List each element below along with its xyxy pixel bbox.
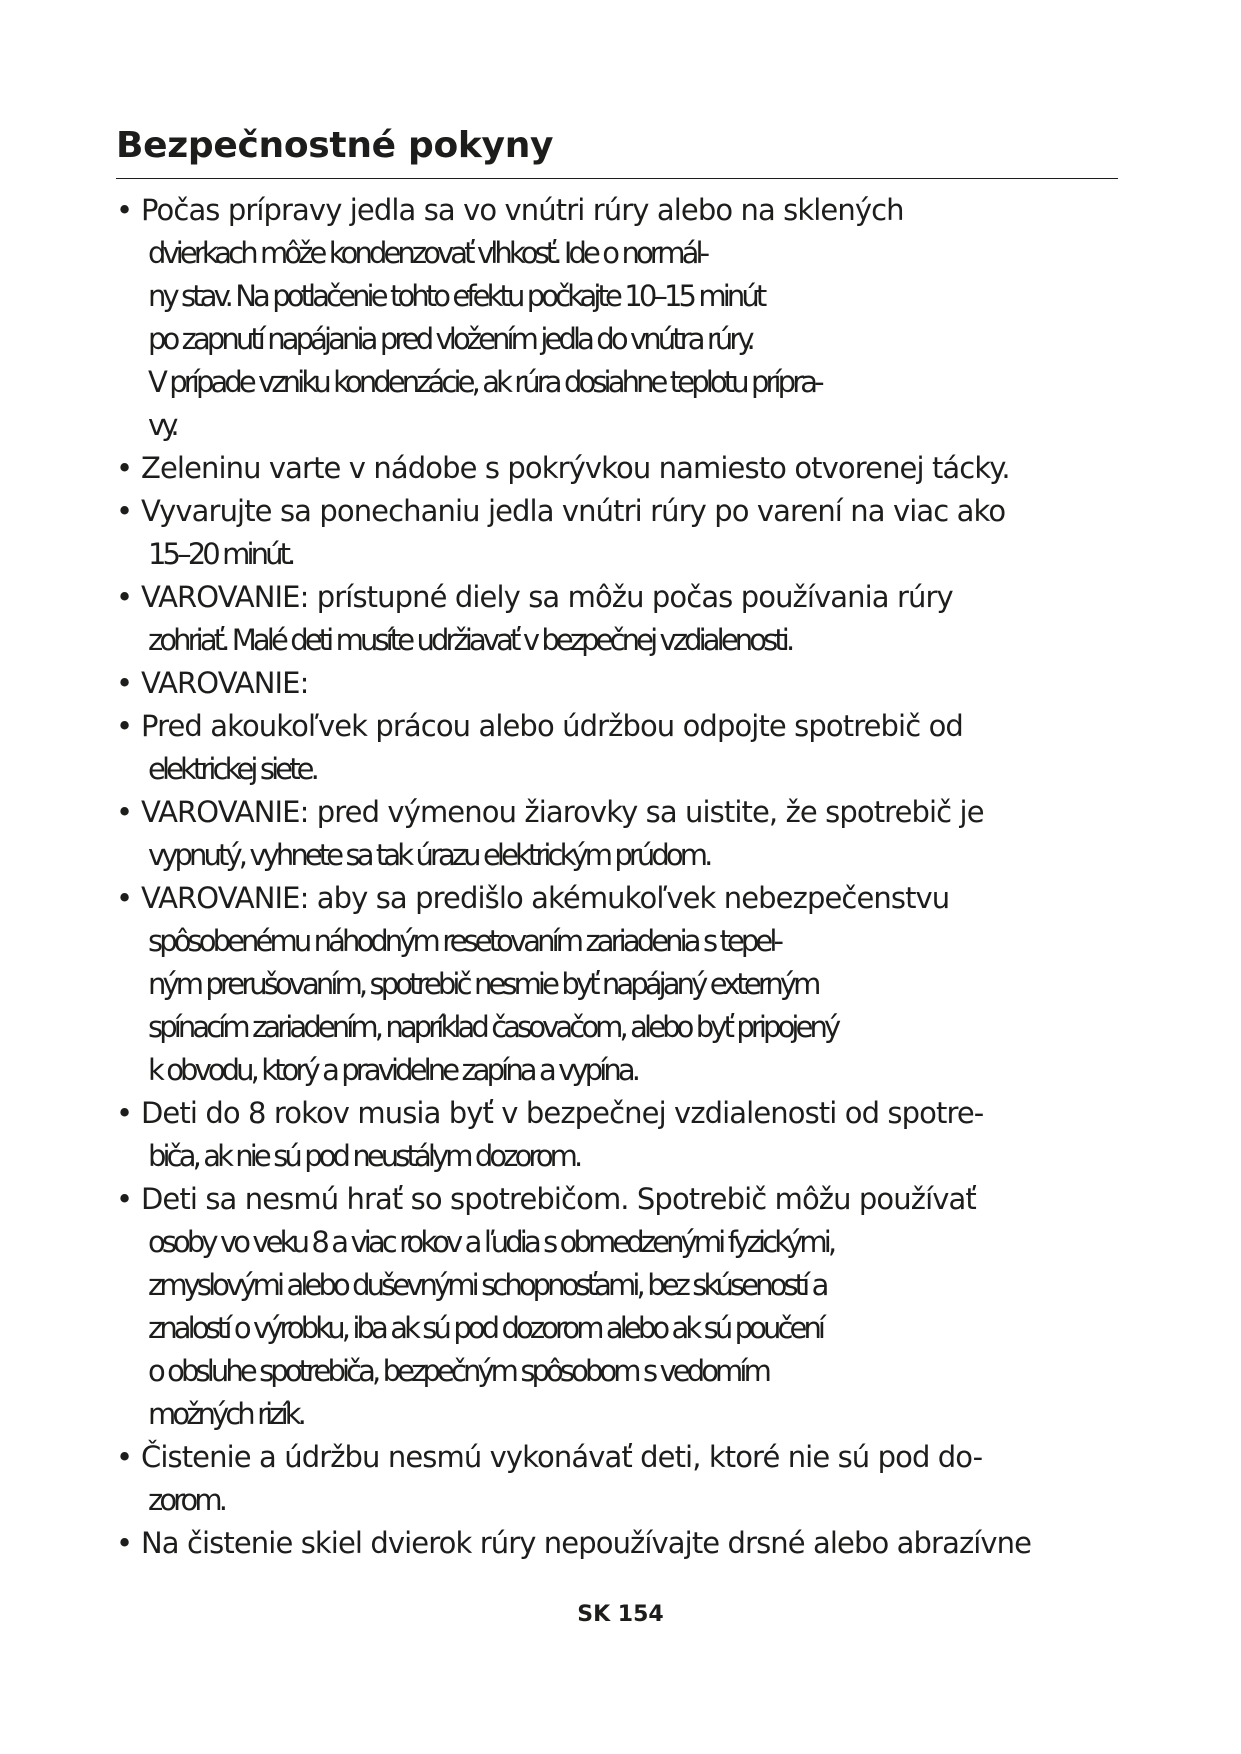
text-line: elektrickej siete. — [148, 752, 316, 786]
text-line: Čistenie a údržbu nesmú vykonávať deti, ktoré nie sú pod do- — [141, 1440, 983, 1474]
list-item-text — [141, 189, 1136, 447]
text-line: zmyslovými alebo duševnými schopnosťami, bez skúseností a — [148, 1268, 826, 1302]
text-line: vypnutý, vyhnete sa tak úrazu elektrickým prúdom. — [148, 838, 710, 872]
text-line: V prípade vzniku kondenzácie, ak rúra dosiahne teplotu prípra- — [148, 365, 821, 399]
text-line: Deti sa nesmú hrať so spotrebičom. Spotrebič môžu používať — [141, 1182, 976, 1216]
text-line: Vyvarujte sa ponechaniu jedla vnútri rúry po varení na viac ako — [141, 494, 1006, 528]
list-item-text — [141, 1092, 1136, 1178]
text-line: VAROVANIE: pred výmenou žiarovky sa uistite, že spotrebič je — [141, 795, 984, 829]
text-line: VAROVANIE: — [141, 666, 309, 700]
text-line: spínacím zariadením, napríklad časovačom, alebo byť pripojený — [148, 1010, 838, 1044]
text-line: biča, ak nie sú pod neustálym dozorom. — [148, 1139, 580, 1173]
list-item — [116, 1436, 1136, 1522]
list-item-text — [141, 490, 1136, 576]
list-item — [116, 447, 1136, 490]
text-line: po zapnutí napájania pred vložením jedla do vnútra rúry. — [148, 322, 752, 356]
list-item-text — [141, 791, 1136, 877]
bullet-icon: • — [116, 1096, 133, 1130]
bullet-icon: • — [116, 1440, 133, 1474]
list-item — [116, 189, 1136, 447]
text-line: možných rizík. — [148, 1397, 303, 1431]
bullet-icon: • — [116, 580, 133, 614]
list-item — [116, 705, 1136, 791]
bullet-icon: • — [116, 451, 133, 485]
list-item — [116, 662, 1136, 705]
text-line: spôsobenému náhodným resetovaním zariadenia s tepel- — [148, 924, 781, 958]
text-line: Zeleninu varte v nádobe s pokrývkou namiesto otvorenej tácky. — [141, 451, 1010, 485]
list-item-text — [141, 576, 1136, 662]
text-line: zohriať. Malé deti musíte udržiavať v bezpečnej vzdialenosti. — [148, 623, 792, 657]
safety-instructions-list — [116, 189, 1136, 1565]
list-item-text — [141, 705, 1136, 791]
page-number: SK 154 — [577, 1602, 664, 1627]
list-item — [116, 877, 1136, 1092]
text-line: o obsluhe spotrebiča, bezpečným spôsobom s vedomím — [148, 1354, 768, 1388]
text-line: dvierkach môže kondenzovať vlhkosť. Ide o normál- — [148, 236, 707, 270]
list-item-text — [141, 662, 1136, 705]
text-line: osoby vo veku 8 a viac rokov a ľudia s obmedzenými fyzickými, — [148, 1225, 834, 1259]
list-item-text — [141, 1522, 1136, 1565]
text-line: ným prerušovaním, spotrebič nesmie byť napájaný externým — [148, 967, 818, 1001]
title-divider — [116, 178, 1118, 179]
text-line: vy. — [148, 408, 176, 442]
text-line: 15–20 minút. — [148, 537, 293, 571]
bullet-icon: • — [116, 1526, 133, 1560]
bullet-icon: • — [116, 193, 133, 227]
text-line: zorom. — [148, 1483, 225, 1517]
list-item-text — [141, 1436, 1136, 1522]
bullet-icon: • — [116, 881, 133, 915]
text-line: Pred akoukoľvek prácou alebo údržbou odpojte spotrebič od — [141, 709, 963, 743]
text-line: Deti do 8 rokov musia byť v bezpečnej vzdialenosti od spotre- — [141, 1096, 984, 1130]
list-item — [116, 490, 1136, 576]
bullet-icon: • — [116, 666, 133, 700]
list-item — [116, 791, 1136, 877]
text-line: VAROVANIE: aby sa predišlo akémukoľvek nebezpečenstvu — [141, 881, 950, 915]
text-line: ny stav. Na potlačenie tohto efektu počkajte 10–15 minút — [148, 279, 764, 313]
list-item — [116, 1092, 1136, 1178]
list-item — [116, 1178, 1136, 1436]
list-item-text — [141, 877, 1136, 1092]
list-item-text — [141, 1178, 1136, 1436]
page-title: Bezpečnostné pokyny — [116, 125, 554, 166]
bullet-icon: • — [116, 494, 133, 528]
list-item-text — [141, 447, 1136, 490]
bullet-icon: • — [116, 1182, 133, 1216]
list-item — [116, 1522, 1136, 1565]
text-line: Na čistenie skiel dvierok rúry nepoužívajte drsné alebo abrazívne — [141, 1526, 1032, 1560]
list-item — [116, 576, 1136, 662]
text-line: Počas prípravy jedla sa vo vnútri rúry alebo na sklených — [141, 193, 904, 227]
bullet-icon: • — [116, 795, 133, 829]
bullet-icon: • — [116, 709, 133, 743]
text-line: znalostí o výrobku, iba ak sú pod dozorom alebo ak sú poučení — [148, 1311, 823, 1345]
text-line: VAROVANIE: prístupné diely sa môžu počas používania rúry — [141, 580, 953, 614]
text-line: k obvodu, ktorý a pravidelne zapína a vypína. — [148, 1053, 638, 1087]
